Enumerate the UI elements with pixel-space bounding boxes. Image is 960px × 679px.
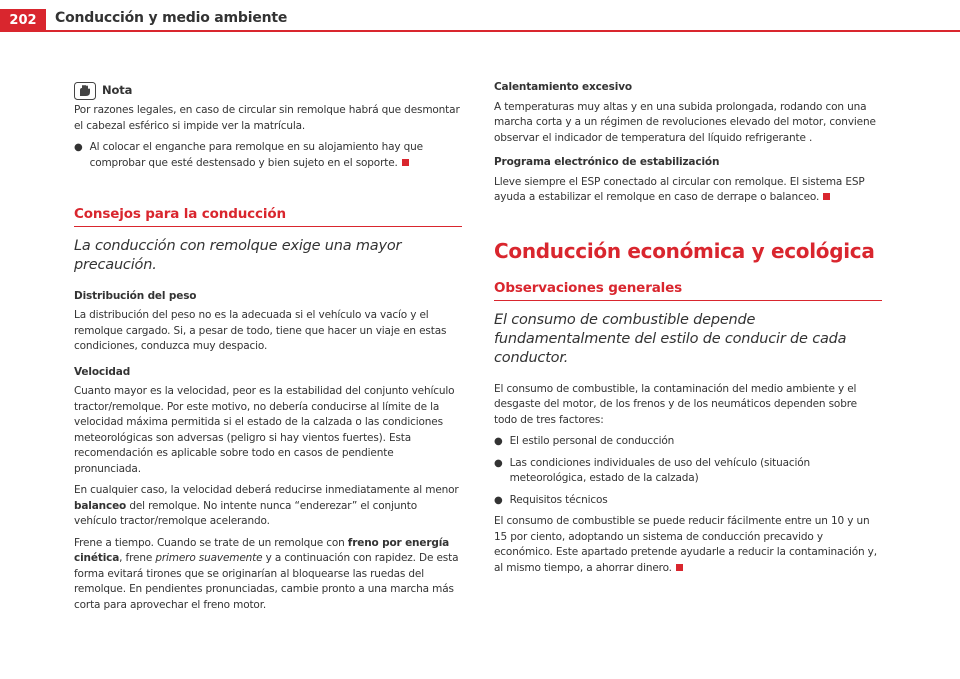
- note-bullet-text: Al colocar el enganche para remolque en su alojamiento hay que comprobar que esté destensado y bien sujeto en el soporte.: [89, 141, 423, 169]
- page-header: [0, 0, 960, 32]
- right-column: [494, 80, 882, 582]
- section-title-driving-tips: Consejos para la conducción: [74, 207, 462, 227]
- bullet-dot: ●: [494, 494, 503, 506]
- note-text: Por razones legales, en caso de circular sin remolque habrá que desmontar el cabezal esférico si impide ver la matrícula.: [74, 104, 460, 132]
- end-mark: [402, 159, 409, 166]
- section-lead-consumption: El consumo de combustible depende fundamentalmente del estilo de conducir de cada conductor.: [494, 311, 847, 366]
- header-rule: [46, 30, 960, 32]
- subhead-weight: Distribución del peso: [74, 289, 197, 302]
- esp-text: Lleve siempre el ESP conectado al circular con remolque. El sistema ESP ayuda a estabilizar el remolque en caso de derrape o balanceo.: [494, 175, 865, 203]
- end-mark: [823, 193, 830, 200]
- bullet-dot: ●: [74, 142, 83, 153]
- page-number: 202: [0, 9, 46, 32]
- speed-text: Cuanto mayor es la velocidad, peor es la estabilidad del conjunto vehículo tractor/remolque. Por este motivo, no debería conducirse al límite de la velocidad máxima permitida si el estado de la calzada o las condiciones meteorológicas son adversas (peligro si hay vientos fuertes). Esta recomendación es aplicable sobre todo en casos de pendiente pronunciada.: [74, 385, 455, 475]
- list-item: ● El estilo personal de conducción: [494, 434, 882, 450]
- subhead-esp: Programa electrónico de estabilización: [494, 156, 720, 168]
- closing-text: El consumo de combustible se puede reducir fácilmente entre un 10 y un 15 por ciento, adoptando un sistema de conducción precavido y económico. Este apartado pretende ayudarle a reducir la contaminación y, al mismo tiempo, a ahorrar dinero.: [494, 515, 877, 574]
- left-column: [74, 80, 462, 619]
- subhead-overheat: Calentamiento excesivo: [494, 81, 632, 93]
- section-lead: La conducción con remolque exige una mayor precaución.: [74, 237, 402, 273]
- end-mark: [676, 564, 683, 571]
- weight-text: La distribución del peso no es la adecuada si el vehículo va vacío y el remolque cargado. Si, a pesar de todo, tiene que hacer un viaje en estas condiciones, conduzca muy despacio.: [74, 309, 447, 352]
- intro-text: El consumo de combustible, la contaminación del medio ambiente y el desgaste del motor, de los frenos y de los neumáticos dependen sobre todo de tres factores:: [494, 382, 857, 426]
- note-header: [74, 82, 462, 100]
- sway-text: En cualquier caso, la velocidad deberá reducirse inmediatamente al menor balanceo del remolque. No intente nunca “enderezar” el conjunto vehículo tractor/remolque acelerando.: [74, 484, 459, 527]
- list-item: ● Requisitos técnicos: [494, 493, 882, 509]
- note-bullet: [74, 140, 462, 171]
- note-title: Nota: [102, 83, 133, 98]
- braking-text: Frene a tiempo. Cuando se trate de un remolque con freno por energía cinética, frene primero suavemente y a continuación con rapidez. De esta forma evitará tirones que se originarían al bloquearse las ruedas del remolque. En pendientes pronunciadas, cambie pronto a una marcha más corta para aprovechar el freno motor.: [74, 536, 459, 611]
- section-title-general: Observaciones generales: [494, 281, 882, 301]
- note-icon: [74, 82, 96, 100]
- list-item: ● Las condiciones individuales de uso del vehículo (situación meteorológica, estado de la calzada): [494, 456, 882, 487]
- subhead-speed: Velocidad: [74, 365, 131, 378]
- running-title: Conducción y medio ambiente: [55, 10, 288, 26]
- bullet-dot: ●: [494, 457, 503, 469]
- bullet-dot: ●: [494, 436, 503, 447]
- chapter-title: Conducción económica y ecológica: [494, 238, 875, 263]
- overheat-text: A temperaturas muy altas y en una subida prolongada, rodando con una marcha corta y a un régimen de revoluciones elevado del motor, conviene observar el indicador de temperatura del líquido refrigerante .: [494, 100, 876, 144]
